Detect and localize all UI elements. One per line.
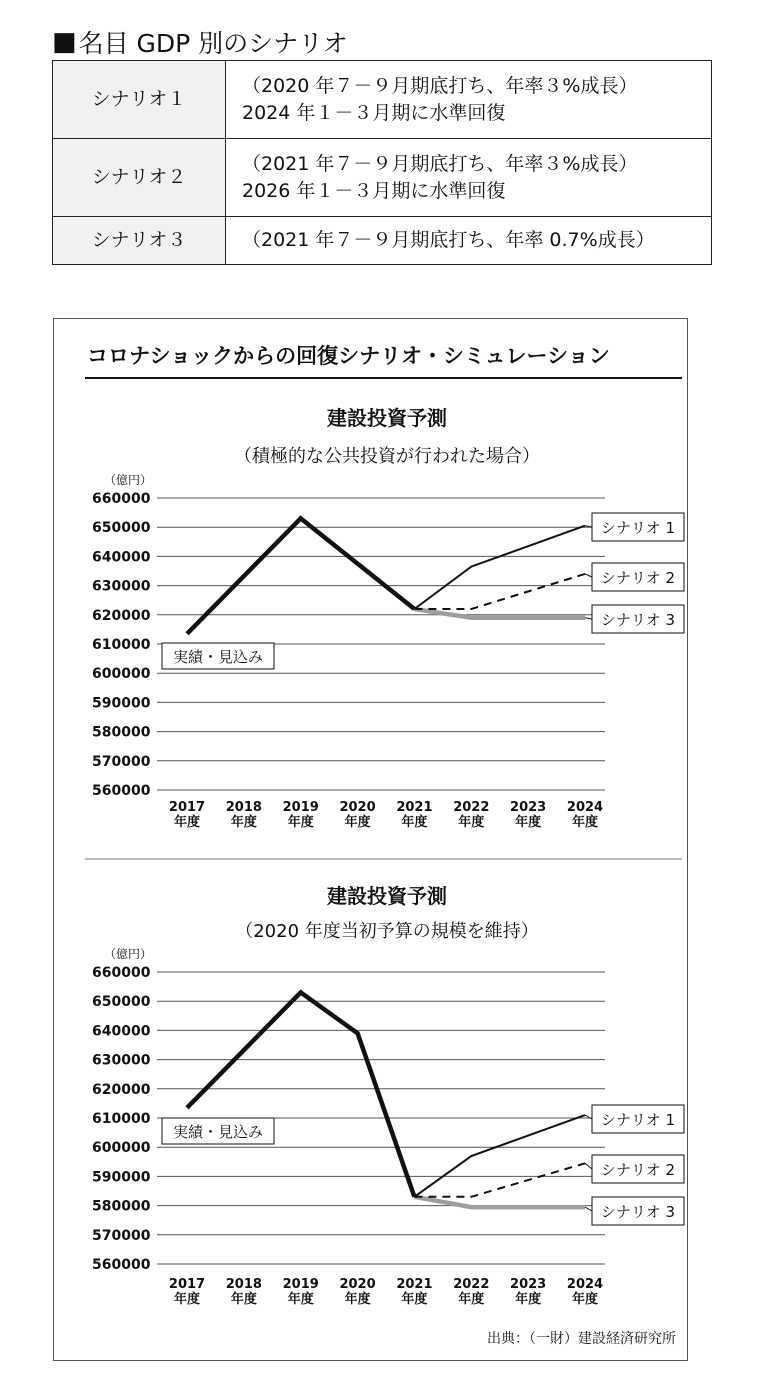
x-tick-label: 2020 年度	[339, 800, 376, 830]
series-label: シナリオ 2	[600, 569, 676, 587]
label-connector	[585, 1207, 592, 1211]
y-tick-label: 620000	[92, 607, 151, 624]
chart-subtitle: （2020 年度当初予算の規模を維持）	[235, 921, 539, 942]
section-title: 名目 GDP 別のシナリオ	[78, 29, 348, 58]
panel-title: コロナショックからの回復シナリオ・シミュレーション	[87, 344, 610, 368]
y-tick-label: 630000	[92, 578, 151, 595]
x-tick-label: 2018 年度	[225, 800, 262, 830]
chart-title: 建設投資予測	[327, 884, 447, 908]
series-line-thin	[414, 526, 585, 609]
y-tick-label: 600000	[92, 1140, 151, 1157]
x-tick-label: 2024 年度	[566, 1277, 604, 1307]
scenario-name: シナリオ３	[53, 217, 226, 265]
y-tick-label: 590000	[92, 695, 151, 712]
source-note: 出典：（一財）建設経済研究所	[487, 1331, 676, 1347]
series-label: シナリオ 1	[600, 1111, 676, 1129]
y-tick-label: 620000	[92, 1081, 151, 1098]
series-line-gray	[414, 609, 585, 618]
y-tick-label: 560000	[92, 1257, 151, 1273]
y-tick-label: 610000	[92, 637, 151, 653]
y-tick-label: 570000	[92, 753, 151, 770]
scenario-name: シナリオ２	[53, 139, 226, 217]
x-tick-label: 2021 年度	[396, 1277, 433, 1307]
y-tick-label: 660000	[92, 965, 151, 981]
scenario-line: （2020 年７－９月期底打ち、年率３%成長）	[242, 74, 638, 97]
series-label: シナリオ 2	[600, 1161, 676, 1179]
series-line-thin	[414, 1115, 585, 1197]
y-tick-label: 580000	[92, 724, 151, 741]
y-tick-label: 580000	[92, 1198, 151, 1215]
series-label: シナリオ 3	[600, 1203, 676, 1221]
series-label: シナリオ 1	[600, 519, 676, 537]
y-tick-label: 640000	[92, 549, 151, 566]
x-tick-label: 2019 年度	[282, 1277, 319, 1307]
scenario-line: （2021 年７－９月期底打ち、年率 0.7%成長）	[242, 229, 655, 251]
scenario-line: 2026 年１－３月期に水準回復	[242, 179, 506, 202]
series-line-thick	[187, 518, 414, 633]
x-tick-label: 2020 年度	[339, 1277, 376, 1307]
x-tick-label: 2022 年度	[453, 800, 490, 830]
chart-title: 建設投資予測	[327, 406, 447, 430]
series-label: 実績・見込み	[172, 648, 264, 666]
scenario-name: シナリオ１	[53, 61, 226, 139]
label-connector	[585, 1163, 592, 1169]
series-label: シナリオ 3	[600, 611, 676, 629]
scenario-line: 2024 年１－３月期に水準回復	[242, 101, 506, 124]
y-tick-label: 640000	[92, 1023, 151, 1040]
y-tick-label: 570000	[92, 1227, 151, 1244]
label-connector	[585, 618, 592, 619]
chart-subtitle: （積極的な公共投資が行われた場合）	[234, 446, 540, 467]
series-line-dashed	[414, 1163, 585, 1197]
y-tick-label: 600000	[92, 666, 151, 683]
series-label: 実績・見込み	[172, 1123, 264, 1141]
x-tick-label: 2024 年度	[566, 800, 604, 830]
x-tick-label: 2023 年度	[510, 1277, 547, 1307]
scenario-line: （2021 年７－９月期底打ち、年率３%成長）	[242, 152, 638, 175]
x-tick-label: 2019 年度	[282, 800, 319, 830]
x-tick-label: 2023 年度	[510, 800, 547, 830]
x-tick-label: 2022 年度	[453, 1277, 490, 1307]
x-tick-label: 2017 年度	[168, 800, 206, 830]
y-tick-label: 650000	[92, 994, 151, 1011]
label-connector	[585, 574, 592, 577]
y-tick-label: 650000	[92, 520, 151, 537]
x-tick-label: 2017 年度	[168, 1277, 206, 1307]
y-tick-label: 630000	[92, 1052, 151, 1069]
y-tick-label: 610000	[92, 1111, 151, 1127]
x-tick-label: 2018 年度	[225, 1277, 262, 1307]
y-tick-label: 590000	[92, 1169, 151, 1186]
y-tick-label: 560000	[92, 783, 151, 799]
square-marker-icon: ■	[52, 27, 77, 57]
x-tick-label: 2021 年度	[396, 800, 433, 830]
series-line-thick	[187, 992, 414, 1196]
series-line-dashed	[414, 574, 585, 609]
y-axis-unit: （億円）	[104, 947, 153, 961]
y-axis-unit: （億円）	[104, 473, 153, 487]
y-tick-label: 660000	[92, 491, 151, 507]
